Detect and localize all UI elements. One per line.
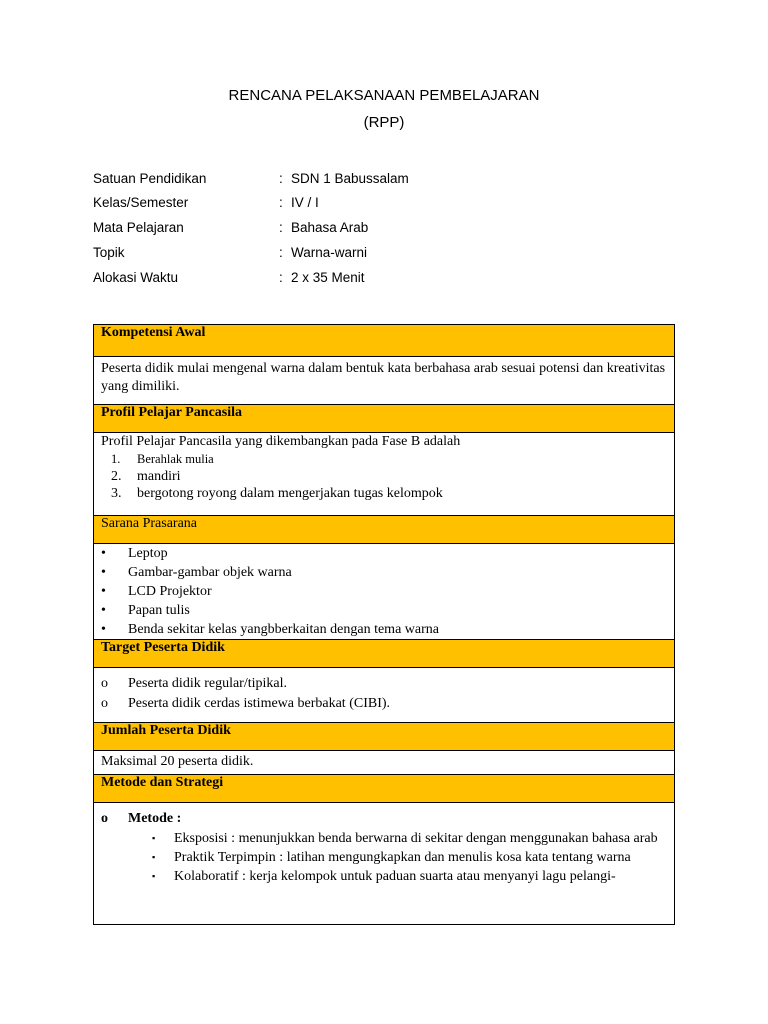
- list-item: [101, 582, 667, 601]
- list-item-text: Benda sekitar kelas yangbberkaitan dengan tema warna: [128, 622, 439, 637]
- section-body-target: [94, 668, 675, 723]
- identity-value: Warna-warni: [291, 245, 368, 260]
- square-bullet-icon: ▪: [152, 833, 156, 843]
- identity-colon: :: [279, 195, 283, 210]
- identity-label: Alokasi Waktu: [93, 270, 179, 285]
- list-item-text: Kolaboratif : kerja kelompok untuk paduan suarta atau menyanyi lagu pelangi-: [174, 869, 616, 884]
- list-number: 1.: [111, 452, 121, 466]
- metode-label-row: [101, 803, 667, 829]
- list-item-text: mandiri: [137, 469, 181, 484]
- list-item-text: Praktik Terpimpin : latihan mengungkapkan dan menulis kosa kata tentang warna: [174, 850, 631, 865]
- identity-colon: :: [279, 220, 283, 235]
- identity-colon: :: [279, 270, 283, 285]
- identity-colon: :: [279, 171, 283, 186]
- sarana-list: [101, 544, 667, 639]
- list-item: [101, 601, 667, 620]
- identity-label: Kelas/Semester: [93, 195, 189, 210]
- list-item-text: Eksposisi : menunjukkan benda berwarna di sekitar dengan menggunakan bahasa arab: [174, 831, 658, 846]
- list-item: [101, 674, 667, 694]
- section-body-sarana: [94, 544, 675, 640]
- list-item-text: Peserta didik regular/tipikal.: [128, 676, 288, 691]
- section-header-sarana: Sarana Prasarana: [94, 516, 675, 544]
- jumlah-text: Maksimal 20 peserta didik.: [101, 754, 254, 769]
- list-item: [101, 867, 667, 886]
- target-list: [101, 668, 667, 714]
- section-header-profil: Profil Pelajar Pancasila: [94, 405, 675, 433]
- rpp-table: [93, 324, 675, 925]
- identity-value: 2 x 35 Menit: [291, 270, 365, 285]
- metode-list: [101, 829, 667, 886]
- list-item: [101, 829, 667, 848]
- circle-bullet-icon: o: [101, 811, 108, 826]
- list-item: [101, 451, 667, 468]
- list-item-text: Berahlak mulia: [137, 452, 214, 466]
- circle-bullet-icon: o: [101, 696, 108, 711]
- list-item: [101, 485, 667, 502]
- bullet-icon: •: [101, 565, 106, 580]
- section-body-metode: [94, 803, 675, 925]
- list-item: [101, 848, 667, 867]
- kompetensi-text: Peserta didik mulai mengenal warna dalam bentuk kata berbahasa arab sesuai potensi dan kreativitas yang dimiliki.: [101, 361, 666, 394]
- document-title: RENCANA PELAKSANAAN PEMBELAJARAN: [228, 87, 540, 104]
- list-number: 3.: [111, 486, 122, 501]
- profil-list: [101, 451, 667, 502]
- list-item: [101, 544, 667, 563]
- list-item-text: Papan tulis: [128, 603, 190, 618]
- list-item-text: Peserta didik cerdas istimewa berbakat (CIBI).: [128, 696, 391, 711]
- bullet-icon: •: [101, 622, 106, 637]
- identity-value: SDN 1 Babussalam: [291, 171, 409, 186]
- bullet-icon: •: [101, 546, 106, 561]
- bullet-icon: •: [101, 603, 106, 618]
- section-header-jumlah: Jumlah Peserta Didik: [94, 723, 675, 751]
- list-item-text: Gambar-gambar objek warna: [128, 565, 292, 580]
- bullet-icon: •: [101, 584, 106, 599]
- identity-value: Bahasa Arab: [291, 220, 369, 235]
- metode-label: Metode :: [128, 811, 182, 826]
- section-header-kompetensi: Kompetensi Awal: [94, 325, 675, 357]
- identity-colon: :: [279, 245, 283, 260]
- list-item-text: bergotong royong dalam mengerjakan tugas kelompok: [137, 486, 443, 501]
- list-number: 2.: [111, 469, 122, 484]
- section-body-profil: [94, 433, 675, 516]
- list-item: [101, 694, 667, 714]
- list-item: [101, 468, 667, 485]
- identity-value: IV / I: [291, 195, 319, 210]
- section-header-metode: Metode dan Strategi: [94, 775, 675, 803]
- square-bullet-icon: ▪: [152, 871, 156, 881]
- identity-label: Topik: [93, 245, 125, 260]
- identity-label: Mata Pelajaran: [93, 220, 184, 235]
- section-body-jumlah: [94, 751, 675, 775]
- circle-bullet-icon: o: [101, 676, 108, 691]
- list-item-text: LCD Projektor: [128, 584, 212, 599]
- section-body-kompetensi: [94, 357, 675, 405]
- list-item: [101, 563, 667, 582]
- square-bullet-icon: ▪: [152, 852, 156, 862]
- list-item-text: Leptop: [128, 546, 168, 561]
- identity-label: Satuan Pendidikan: [93, 171, 207, 186]
- profil-intro: Profil Pelajar Pancasila yang dikembangkan pada Fase B adalah: [101, 434, 461, 449]
- document-subtitle: (RPP): [363, 114, 405, 131]
- section-header-target: Target Peserta Didik: [94, 640, 675, 668]
- list-item: [101, 620, 667, 639]
